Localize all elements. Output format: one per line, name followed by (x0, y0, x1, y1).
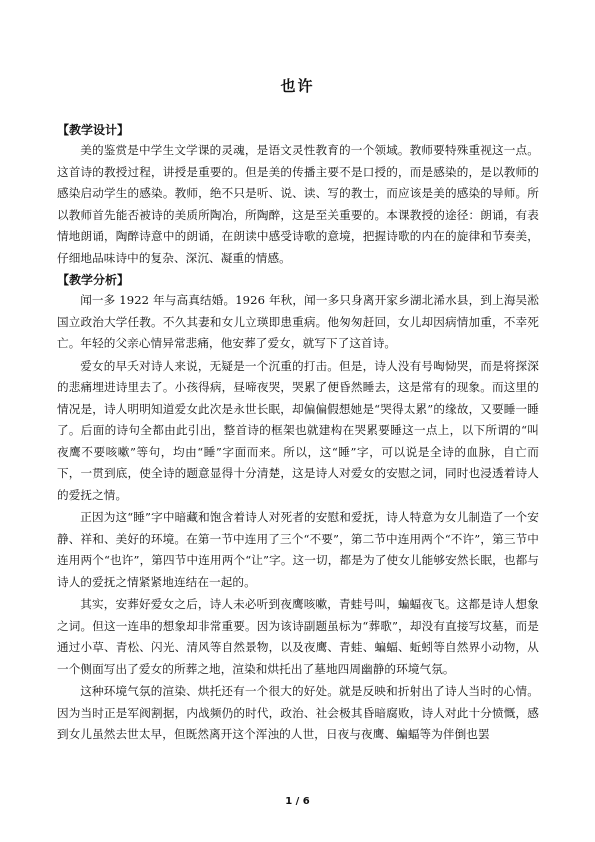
document-body (57, 120, 539, 747)
paragraph: 爱女的早夭对诗人来说，无疑是一个沉重的打击。但是，诗人没有号啕恸哭，而是将探深的悲痛埋进诗里去了。小孩得病，昼啼夜哭，哭累了便昏然睡去，这是常有的现象。而这里的情况是，诗人明明知道爱女此次是永世长眠，却偏偏假想她是“哭得太累”的缘故，又要睡一睡了。后面的诗句全都由此引出，整首诗的框架也就建构在哭累要睡这一点上，以下所谓的“叫夜鹰不要咳嗽”等句，均由“睡”字面而来。所以，这“睡”字，可以说是全诗的血脉，自亡而下，一贯到底，使全诗的题意显得十分清楚，这是诗人对爱女的安慰之词，同时也浸透着诗人的爱抚之情。 (57, 358, 539, 502)
page-number: 1 / 6 (285, 796, 310, 807)
paragraph: 正因为这“睡”字中暗藏和饱含着诗人对死者的安慰和爱抚，诗人特意为女儿制造了一个安静、祥和、美好的环境。在第一节中连用了三个“不要”，第二节中连用两个“不许”，第三节中连用两个“也许”，第四节中连用两个“让”字。这一切，都是为了使女儿能够安然长眠，也都与诗人的爱抚之情紧紧地连结在一起的。 (57, 510, 539, 589)
document-title: 也许 (280, 77, 315, 95)
paragraph: 美的鉴赏是中学生文学课的灵魂，是语文灵性教育的一个领域。教师要特殊重视这一点。这首诗的教授过程，讲授是重要的。但是美的传播主要不是口授的，而是感染的，是以教师的感染启动学生的感染。教师，绝不只是听、说、读、写的教士，而应该是美的感染的导师。所以教师首先能否被诗的美质所陶冶，所陶醉，这是至关重要的。本课教授的途径：朗诵，有表情地朗诵，陶醉诗意中的朗诵，在朗读中感受诗歌的意境，把握诗歌的内在的旋律和节奏美，仔细地品味诗中的复杂、深沉、凝重的情感。 (57, 143, 539, 265)
section-heading: 【教学分析】 (57, 273, 130, 287)
paragraph: 这种环境气氛的渲染、烘托还有一个很大的好处。就是反映和折射出了诗人当时的心情。因为当时正是军阀割据，内战频仍的时代，政治、社会极其昏暗腐败，诗人对此十分愤慨，感到女儿虽然去世太早，但既然离开这个浑浊的人世，日夜与夜鹰、蝙蝠等为伴倒也罢 (57, 684, 539, 741)
section-heading: 【教学设计】 (57, 123, 130, 137)
paragraph: 其实，安葬好爱女之后，诗人未必听到夜鹰咳嗽，青蛙号叫，蝙蝠夜飞。这都是诗人想象之词。但这一连串的想象却非常重要。因为该诗副题虽标为“葬歌”，却没有直接写坟墓，而是通过小草、青松、闪光、清风等自然景物，以及夜鹰、青蛙、蝙蝠、蚯蚓等自然界小动物，从一个侧面写出了爱女的所葬之地，渲染和烘托出了墓地四周幽静的环境气氛。 (57, 597, 539, 676)
paragraph: 闻一多 1922 年与高真结婚。1926 年秋，闻一多只身离开家乡湖北浠水县，到上海吴淞国立政治大学任教。不久其妻和女儿立瑛即患重病。他匆匆赶回，女儿却因病情加重，不幸死亡。年轻的父亲心情异常悲痛，他安葬了爱女，就写下了这首诗。 (57, 293, 539, 350)
section-teaching-analysis (57, 270, 539, 746)
section-teaching-design (57, 120, 539, 269)
